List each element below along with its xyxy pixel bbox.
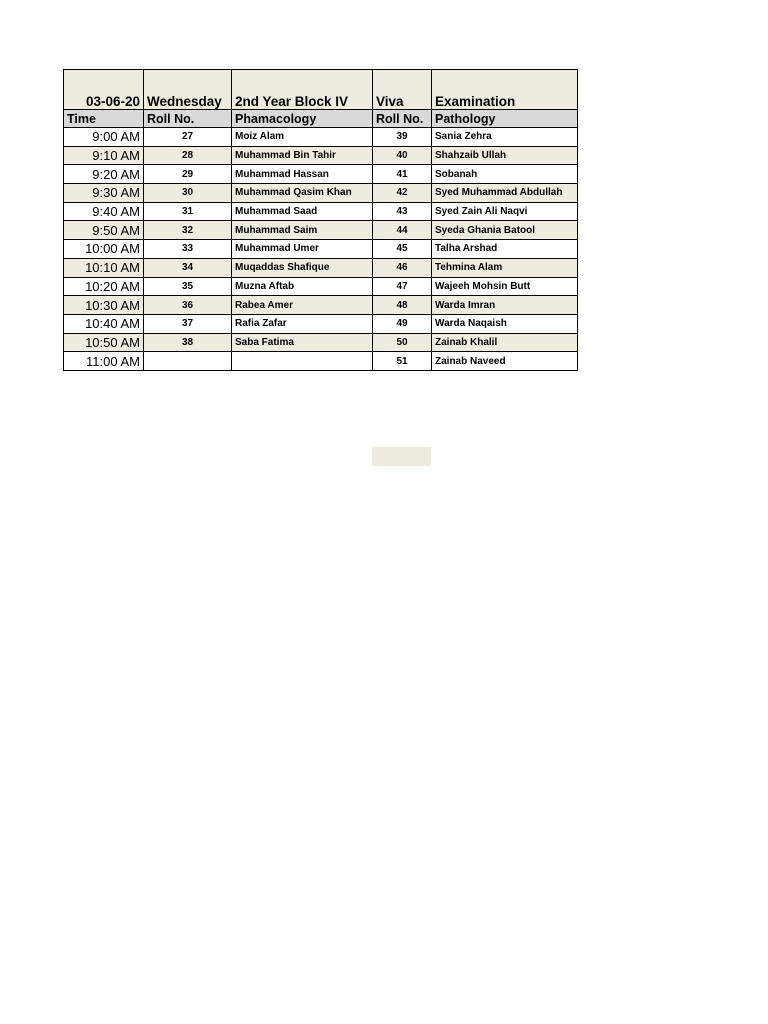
pharmacology-header[interactable]: Phamacology xyxy=(232,110,373,128)
pharmacology-student-cell[interactable]: Moiz Alam xyxy=(232,128,373,147)
pharmacology-student-cell[interactable] xyxy=(232,352,373,371)
time-cell[interactable]: 9:50 AM xyxy=(64,221,144,240)
time-cell[interactable]: 10:50 AM xyxy=(64,333,144,352)
pathology-roll-cell[interactable]: 42 xyxy=(373,184,432,203)
pharmacology-student-cell[interactable]: Muqaddas Shafique xyxy=(232,258,373,277)
pathology-student-cell[interactable]: Tehmina Alam xyxy=(432,258,578,277)
time-cell[interactable]: 10:10 AM xyxy=(64,258,144,277)
roll-no-header-2[interactable]: Roll No. xyxy=(373,110,432,128)
pathology-roll-cell[interactable]: 39 xyxy=(373,128,432,147)
pathology-student-cell[interactable]: Wajeeh Mohsin Butt xyxy=(432,277,578,296)
pathology-roll-cell[interactable]: 48 xyxy=(373,296,432,315)
pathology-student-cell[interactable]: Sobanah xyxy=(432,165,578,184)
time-cell[interactable]: 9:00 AM xyxy=(64,128,144,147)
pathology-student-cell[interactable]: Talha Arshad xyxy=(432,240,578,259)
time-cell[interactable]: 9:40 AM xyxy=(64,202,144,221)
day-cell[interactable]: Wednesday xyxy=(144,70,232,110)
time-cell[interactable]: 10:00 AM xyxy=(64,240,144,259)
date-cell[interactable]: 03-06-20 xyxy=(64,70,144,110)
table-row xyxy=(64,277,578,296)
pharmacology-student-cell[interactable]: Muhammad Umer xyxy=(232,240,373,259)
pharmacology-student-cell[interactable]: Saba Fatima xyxy=(232,333,373,352)
pathology-student-cell[interactable]: Warda Imran xyxy=(432,296,578,315)
pathology-student-cell[interactable]: Warda Naqaish xyxy=(432,314,578,333)
pathology-roll-cell[interactable]: 45 xyxy=(373,240,432,259)
time-header[interactable]: Time xyxy=(64,110,144,128)
pharmacology-student-cell[interactable]: Muhammad Saad xyxy=(232,202,373,221)
pharmacology-roll-cell[interactable]: 32 xyxy=(144,221,232,240)
pharmacology-student-cell[interactable]: Muzna Aftab xyxy=(232,277,373,296)
pharmacology-roll-cell[interactable]: 36 xyxy=(144,296,232,315)
table-row xyxy=(64,352,578,371)
table-row xyxy=(64,165,578,184)
table-row xyxy=(64,202,578,221)
pharmacology-roll-cell[interactable]: 29 xyxy=(144,165,232,184)
time-cell[interactable]: 9:30 AM xyxy=(64,184,144,203)
pharmacology-roll-cell[interactable]: 28 xyxy=(144,146,232,165)
pharmacology-roll-cell[interactable]: 35 xyxy=(144,277,232,296)
pathology-roll-cell[interactable]: 40 xyxy=(373,146,432,165)
pharmacology-roll-cell[interactable]: 33 xyxy=(144,240,232,259)
pathology-student-cell[interactable]: Shahzaib Ullah xyxy=(432,146,578,165)
pathology-student-cell[interactable]: Syed Muhammad Abdullah xyxy=(432,184,578,203)
pathology-roll-cell[interactable]: 43 xyxy=(373,202,432,221)
pathology-roll-cell[interactable]: 46 xyxy=(373,258,432,277)
pathology-student-cell[interactable]: Syed Zain Ali Naqvi xyxy=(432,202,578,221)
pathology-roll-cell[interactable]: 49 xyxy=(373,314,432,333)
pathology-roll-cell[interactable]: 41 xyxy=(373,165,432,184)
pathology-header[interactable]: Pathology xyxy=(432,110,578,128)
table-row xyxy=(64,184,578,203)
pharmacology-roll-cell[interactable]: 31 xyxy=(144,202,232,221)
table-row xyxy=(64,333,578,352)
time-cell[interactable]: 9:20 AM xyxy=(64,165,144,184)
pathology-student-cell[interactable]: Zainab Naveed xyxy=(432,352,578,371)
pathology-roll-cell[interactable]: 47 xyxy=(373,277,432,296)
time-cell[interactable]: 11:00 AM xyxy=(64,352,144,371)
table-row xyxy=(64,314,578,333)
pharmacology-roll-cell[interactable]: 34 xyxy=(144,258,232,277)
column-header-row xyxy=(64,110,578,128)
pathology-student-cell[interactable]: Sania Zehra xyxy=(432,128,578,147)
block-cell[interactable]: 2nd Year Block IV xyxy=(232,70,373,110)
time-cell[interactable]: 10:30 AM xyxy=(64,296,144,315)
pharmacology-roll-cell[interactable]: 38 xyxy=(144,333,232,352)
pathology-roll-cell[interactable]: 51 xyxy=(373,352,432,371)
table-row xyxy=(64,240,578,259)
table-row xyxy=(64,146,578,165)
roll-no-header-1[interactable]: Roll No. xyxy=(144,110,232,128)
pharmacology-roll-cell[interactable]: 30 xyxy=(144,184,232,203)
table-row xyxy=(64,296,578,315)
pharmacology-roll-cell[interactable]: 37 xyxy=(144,314,232,333)
pathology-student-cell[interactable]: Zainab Khalil xyxy=(432,333,578,352)
pathology-roll-cell[interactable]: 44 xyxy=(373,221,432,240)
title-row xyxy=(64,70,578,110)
pathology-student-cell[interactable]: Syeda Ghania Batool xyxy=(432,221,578,240)
time-cell[interactable]: 10:20 AM xyxy=(64,277,144,296)
pharmacology-student-cell[interactable]: Rafia Zafar xyxy=(232,314,373,333)
pharmacology-student-cell[interactable]: Muhammad Bin Tahir xyxy=(232,146,373,165)
shaded-empty-cell[interactable] xyxy=(372,447,431,466)
table-row xyxy=(64,221,578,240)
pharmacology-roll-cell[interactable]: 27 xyxy=(144,128,232,147)
pharmacology-student-cell[interactable]: Muhammad Saim xyxy=(232,221,373,240)
exam-type-cell[interactable]: Viva xyxy=(373,70,432,110)
table-row xyxy=(64,258,578,277)
exam-label-cell[interactable]: Examination xyxy=(432,70,578,110)
viva-schedule-table xyxy=(63,69,578,371)
pharmacology-roll-cell[interactable] xyxy=(144,352,232,371)
pharmacology-student-cell[interactable]: Muhammad Qasim Khan xyxy=(232,184,373,203)
table-row xyxy=(64,128,578,147)
time-cell[interactable]: 10:40 AM xyxy=(64,314,144,333)
pathology-roll-cell[interactable]: 50 xyxy=(373,333,432,352)
pharmacology-student-cell[interactable]: Muhammad Hassan xyxy=(232,165,373,184)
pharmacology-student-cell[interactable]: Rabea Amer xyxy=(232,296,373,315)
time-cell[interactable]: 9:10 AM xyxy=(64,146,144,165)
